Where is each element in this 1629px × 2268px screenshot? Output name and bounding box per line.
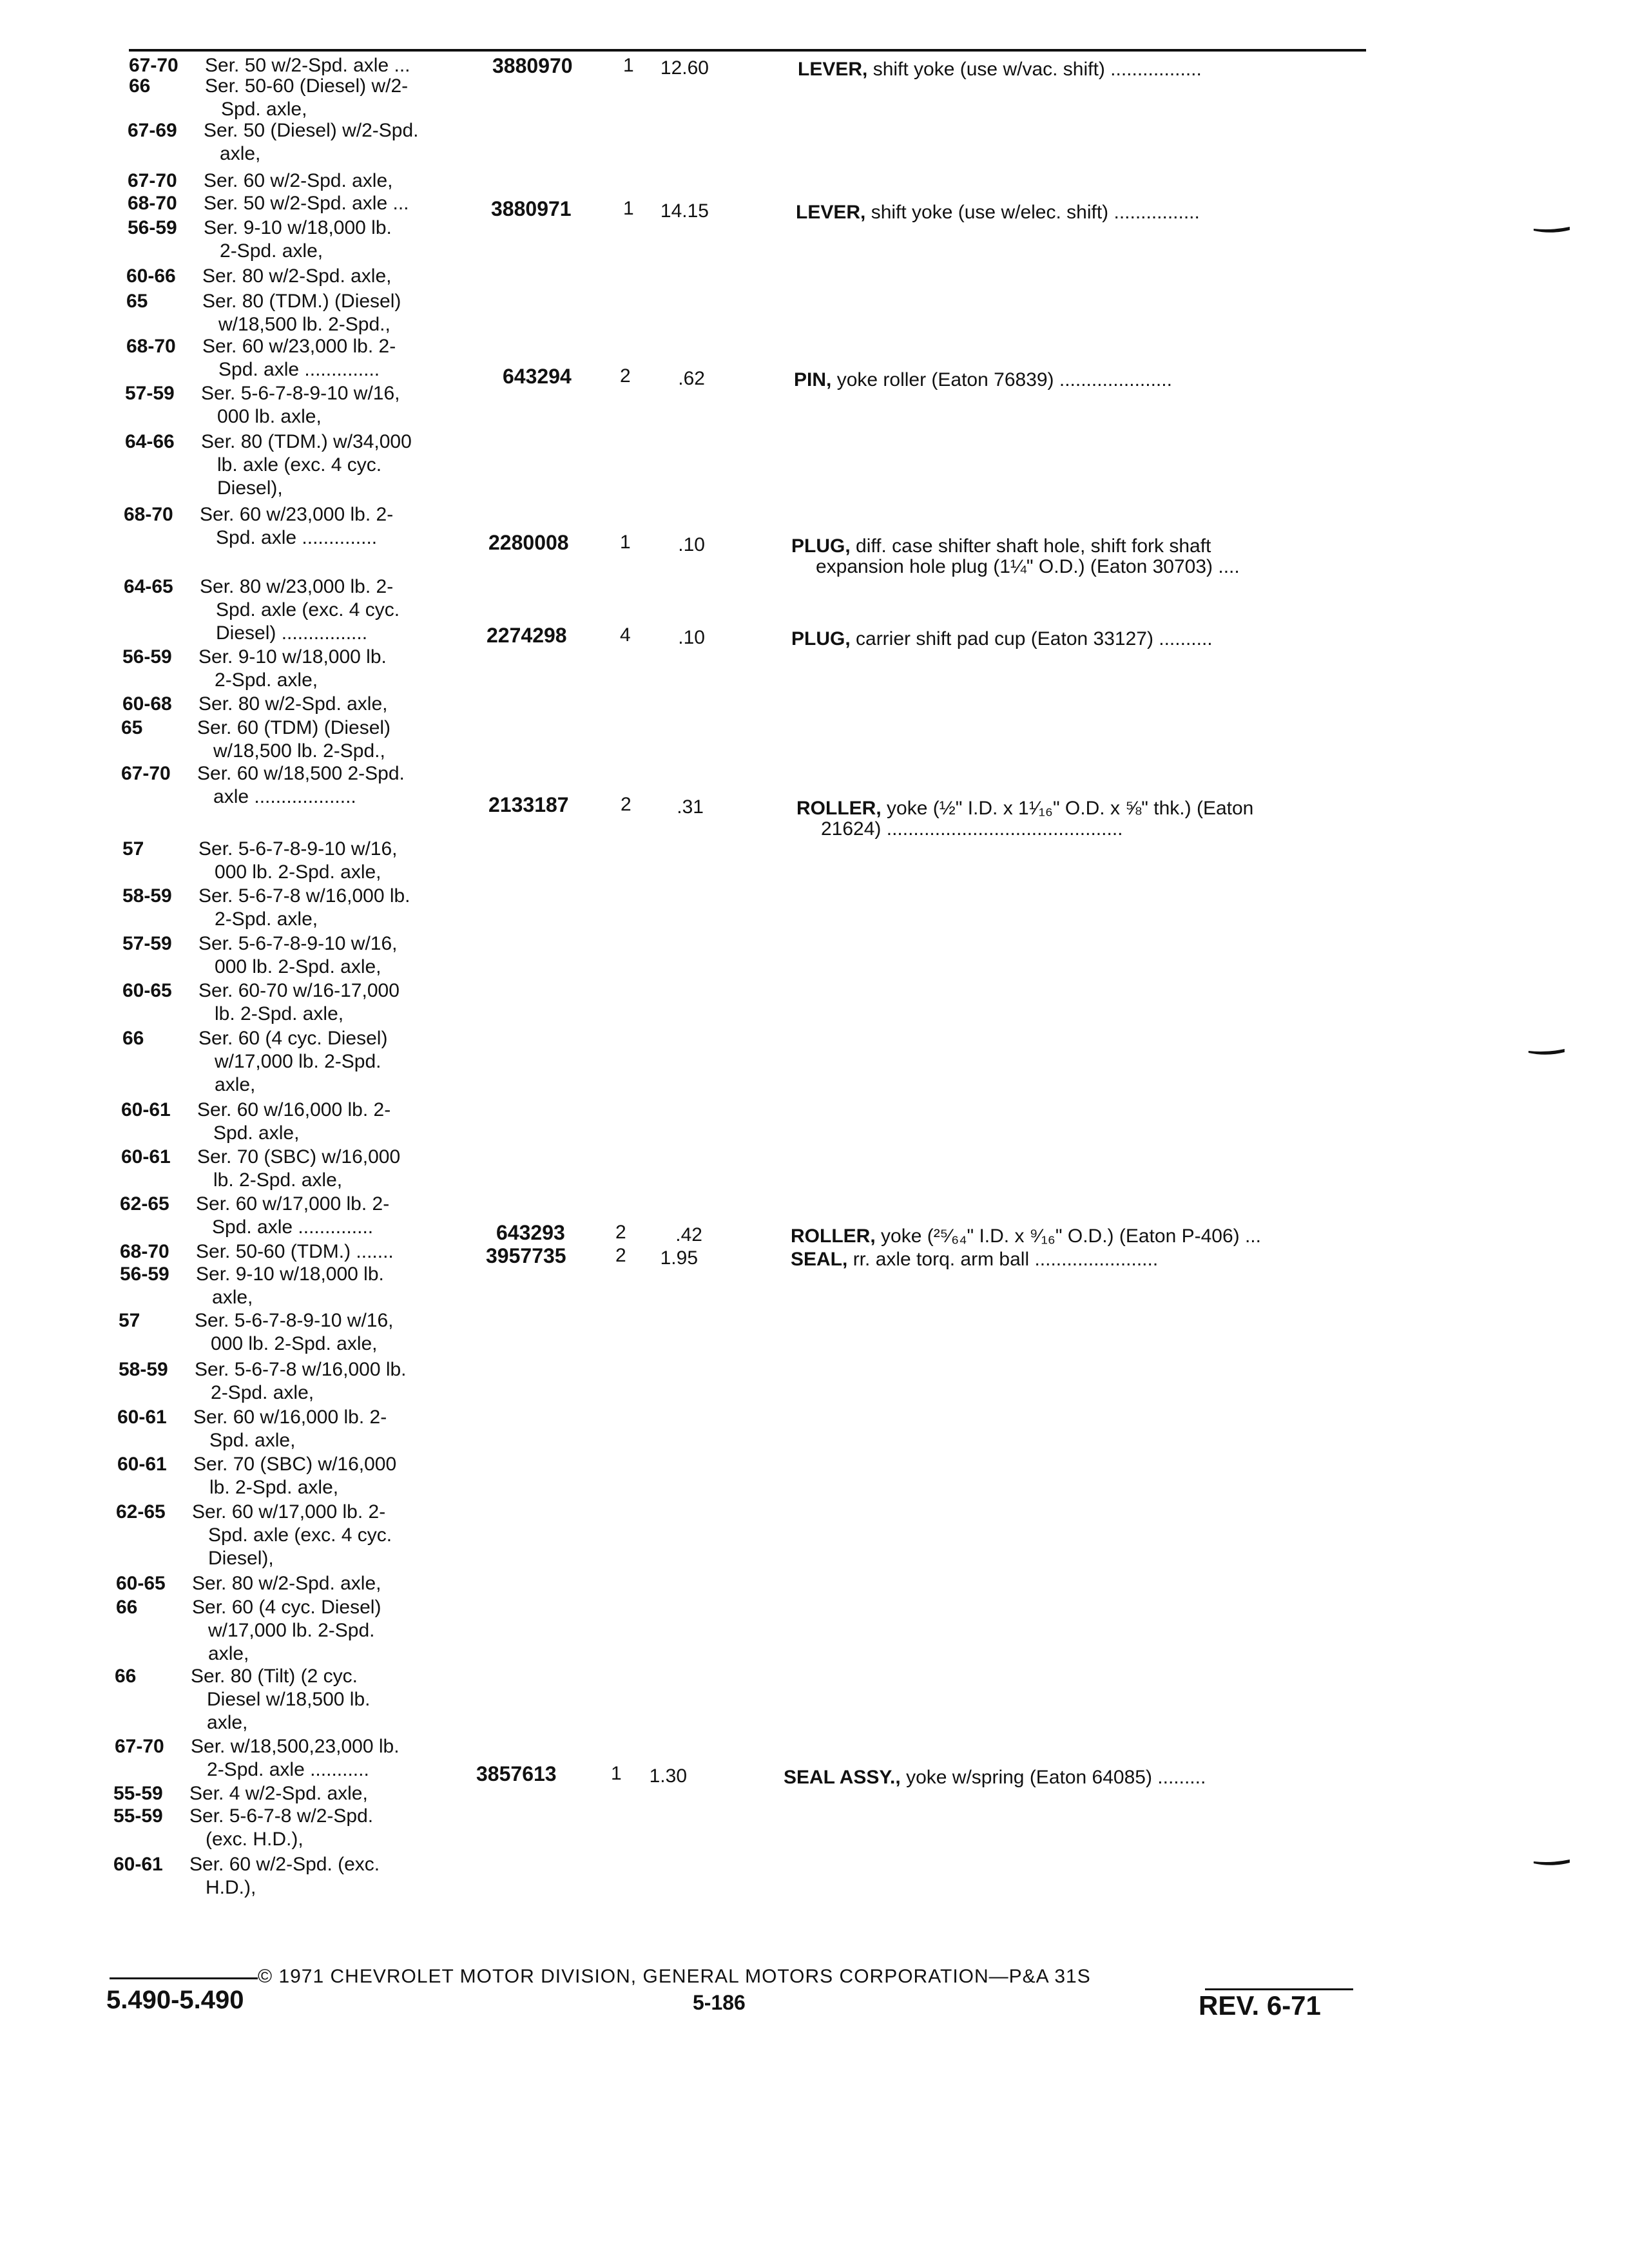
- application-year: 60-61: [121, 1099, 171, 1120]
- application-year: 68-70: [128, 193, 177, 214]
- application-year: 60-66: [126, 265, 176, 287]
- application-year: 67-70: [129, 55, 178, 76]
- part-description: [796, 201, 1200, 224]
- part-detail: rr. axle torq. arm ball .......................: [847, 1249, 1159, 1270]
- part-detail: yoke roller (Eaton 76839) .....................: [831, 369, 1172, 390]
- application-text: Spd. axle,: [193, 1430, 296, 1451]
- application-text: w/17,000 lb. 2-Spd.: [198, 1051, 381, 1072]
- punch-mark-1: [1534, 227, 1570, 235]
- application-text: Ser. 50 (Diesel) w/2-Spd.: [204, 120, 419, 141]
- application-text: Diesel),: [201, 477, 283, 499]
- application-text: w/18,500 lb. 2-Spd.,: [197, 740, 385, 762]
- application-year: 60-61: [121, 1146, 171, 1168]
- part-description-continued: 21624) ............................................: [821, 818, 1123, 840]
- part-name: PLUG,: [791, 628, 851, 649]
- application-text: w/18,500 lb. 2-Spd.,: [202, 314, 390, 335]
- part-detail: shift yoke (use w/vac. shift) .................: [867, 59, 1202, 80]
- list-price: 14.15: [660, 200, 709, 222]
- part-description-continued: expansion hole plug (1¼" O.D.) (Eaton 30703) ....: [816, 556, 1240, 577]
- part-detail: yoke (½" I.D. x 1¹⁄₁₆" O.D. x ⅝" thk.) (Eaton: [881, 798, 1254, 819]
- application-year: 65: [126, 291, 148, 312]
- application-year: 60-61: [117, 1454, 167, 1475]
- part-detail: diff. case shifter shaft hole, shift fork shaft: [850, 535, 1211, 557]
- application-text: Ser. 60 w/2-Spd. axle,: [204, 170, 393, 191]
- quantity: 4: [620, 624, 631, 646]
- application-year: 66: [129, 75, 151, 97]
- part-detail: shift yoke (use w/elec. shift) ................: [865, 202, 1200, 223]
- application-text: 2-Spd. axle,: [204, 240, 323, 262]
- application-year: 56-59: [122, 646, 172, 668]
- part-description: [791, 1248, 1158, 1271]
- part-number: 2274298: [487, 624, 567, 647]
- list-price: 1.30: [649, 1765, 687, 1787]
- application-year: 58-59: [119, 1359, 168, 1380]
- application-text: 2-Spd. axle,: [198, 669, 318, 691]
- list-price: .10: [678, 627, 705, 648]
- application-text: axle,: [192, 1643, 249, 1664]
- footer-rule-left: [110, 1977, 258, 1979]
- application-year: 66: [116, 1597, 138, 1618]
- application-text: Ser. 70 (SBC) w/16,000: [193, 1454, 397, 1475]
- part-description: [794, 369, 1172, 392]
- application-text: Ser. 60 w/2-Spd. (exc.: [189, 1854, 380, 1875]
- part-name: ROLLER,: [796, 798, 882, 819]
- application-text: Ser. 80 (Tilt) (2 cyc.: [191, 1666, 358, 1687]
- application-year: 57-59: [122, 933, 172, 954]
- part-detail: carrier shift pad cup (Eaton 33127) ..........: [850, 628, 1213, 649]
- part-name: ROLLER,: [791, 1225, 876, 1247]
- application-text: Ser. 5-6-7-8 w/16,000 lb.: [198, 885, 410, 907]
- application-text: Ser. 9-10 w/18,000 lb.: [204, 217, 392, 238]
- list-price: .31: [677, 796, 704, 818]
- application-year: 64-66: [125, 431, 175, 452]
- application-text: Ser. 60 w/23,000 lb. 2-: [200, 504, 394, 525]
- application-text: Diesel),: [192, 1548, 274, 1569]
- application-text: Spd. axle (exc. 4 cyc.: [192, 1524, 392, 1546]
- application-year: 58-59: [122, 885, 172, 907]
- part-name: LEVER,: [798, 59, 868, 80]
- part-name: PIN,: [794, 369, 832, 390]
- part-name: SEAL ASSY.,: [784, 1767, 901, 1788]
- application-text: lb. 2-Spd. axle,: [198, 1003, 344, 1024]
- application-text: Ser. 60 w/16,000 lb. 2-: [193, 1407, 387, 1428]
- application-text: Ser. 5-6-7-8 w/2-Spd.: [189, 1805, 374, 1827]
- list-price: .10: [678, 534, 705, 555]
- application-text: Ser. 80 w/2-Spd. axle,: [198, 693, 388, 715]
- application-text: Ser. 5-6-7-8-9-10 w/16,: [198, 933, 398, 954]
- application-text: 2-Spd. axle,: [195, 1382, 314, 1403]
- application-year: 60-68: [122, 693, 172, 715]
- application-text: axle,: [204, 143, 261, 164]
- quantity: 2: [615, 1222, 626, 1243]
- quantity: 1: [620, 532, 631, 553]
- application-text: Ser. 4 w/2-Spd. axle,: [189, 1783, 368, 1804]
- application-text: axle,: [198, 1074, 256, 1095]
- application-text: 000 lb. axle,: [201, 406, 322, 427]
- application-text: Diesel w/18,500 lb.: [191, 1689, 371, 1710]
- application-year: 68-70: [120, 1241, 169, 1262]
- application-year: 56-59: [120, 1264, 169, 1285]
- application-text: lb. 2-Spd. axle,: [197, 1169, 343, 1191]
- application-year: 60-65: [122, 980, 172, 1001]
- part-name: SEAL,: [791, 1249, 848, 1270]
- application-text: Ser. 70 (SBC) w/16,000: [197, 1146, 401, 1168]
- application-year: 62-65: [116, 1501, 166, 1523]
- application-year: 66: [115, 1666, 137, 1687]
- section-number: 5.490-5.490: [106, 1986, 244, 2014]
- application-text: Ser. 60 (TDM) (Diesel): [197, 717, 391, 738]
- application-text: 000 lb. 2-Spd. axle,: [198, 861, 381, 883]
- part-description: [791, 628, 1213, 651]
- application-text: Ser. 60 (4 cyc. Diesel): [198, 1028, 388, 1049]
- application-text: Spd. axle,: [197, 1122, 300, 1144]
- quantity: 2: [620, 365, 631, 387]
- part-description: [791, 535, 1211, 558]
- application-year: 60-61: [113, 1854, 163, 1875]
- application-text: lb. axle (exc. 4 cyc.: [201, 454, 382, 476]
- application-text: Ser. 80 (TDM.) w/34,000: [201, 431, 412, 452]
- application-year: 55-59: [113, 1805, 163, 1827]
- application-text: Diesel) ................: [200, 622, 368, 644]
- application-year: 65: [121, 717, 143, 738]
- application-text: lb. 2-Spd. axle,: [193, 1477, 339, 1498]
- application-year: 57-59: [125, 383, 175, 404]
- application-text: Ser. 5-6-7-8 w/16,000 lb.: [195, 1359, 407, 1380]
- part-name: PLUG,: [791, 535, 851, 557]
- application-text: axle ...................: [197, 786, 356, 807]
- part-number: 3880970: [492, 54, 573, 77]
- application-text: Spd. axle,: [205, 99, 307, 120]
- application-text: Ser. 50 w/2-Spd. axle ...: [204, 193, 409, 214]
- application-year: 60-65: [116, 1573, 166, 1594]
- part-number: 2280008: [488, 531, 569, 554]
- application-year: 67-70: [121, 763, 171, 784]
- application-text: Spd. axle ..............: [196, 1216, 374, 1238]
- application-year: 67-70: [115, 1736, 164, 1757]
- application-text: 2-Spd. axle ...........: [191, 1759, 369, 1780]
- list-price: 12.60: [660, 57, 709, 79]
- application-year: 56-59: [128, 217, 177, 238]
- list-price: 1.95: [660, 1247, 698, 1269]
- application-year: 55-59: [113, 1783, 163, 1804]
- part-number: 3880971: [491, 197, 572, 220]
- application-year: 67-70: [128, 170, 177, 191]
- quantity: 2: [621, 794, 631, 815]
- application-year: 68-70: [126, 336, 176, 357]
- punch-mark-2: [1528, 1049, 1565, 1057]
- application-text: axle,: [191, 1712, 248, 1733]
- revision-label: REV. 6-71: [1199, 1990, 1321, 2021]
- part-number: 2133187: [488, 793, 569, 816]
- application-year: 66: [122, 1028, 144, 1049]
- application-text: Ser. 5-6-7-8-9-10 w/16,: [195, 1310, 394, 1331]
- application-text: Ser. 80 w/23,000 lb. 2-: [200, 576, 394, 597]
- quantity: 2: [615, 1245, 626, 1266]
- application-text: Ser. 60 (4 cyc. Diesel): [192, 1597, 381, 1618]
- quantity: 1: [623, 55, 634, 76]
- application-text: Ser. 5-6-7-8-9-10 w/16,: [201, 383, 400, 404]
- application-text: Ser. 60 w/16,000 lb. 2-: [197, 1099, 391, 1120]
- list-price: .42: [675, 1224, 702, 1245]
- application-text: Ser. 80 w/2-Spd. axle,: [202, 265, 392, 287]
- part-number: 3957735: [486, 1244, 566, 1267]
- application-year: 57: [122, 838, 144, 860]
- application-text: (exc. H.D.),: [189, 1829, 304, 1850]
- page-number: 5-186: [693, 1991, 746, 2014]
- application-text: Ser. 9-10 w/18,000 lb.: [198, 646, 387, 668]
- part-name: LEVER,: [796, 202, 866, 223]
- part-description: [798, 58, 1202, 81]
- application-text: Ser. 60 w/17,000 lb. 2-: [192, 1501, 386, 1523]
- application-text: 000 lb. 2-Spd. axle,: [198, 956, 381, 977]
- quantity: 1: [611, 1763, 622, 1784]
- part-detail: yoke (²⁵⁄₆₄" I.D. x ⁹⁄₁₆" O.D.) (Eaton P-406) ...: [875, 1225, 1261, 1247]
- application-text: Ser. 80 (TDM.) (Diesel): [202, 291, 401, 312]
- part-description: [791, 1225, 1261, 1248]
- application-text: Ser. 60-70 w/16-17,000: [198, 980, 400, 1001]
- copyright-line: © 1971 CHEVROLET MOTOR DIVISION, GENERAL MOTORS CORPORATION—P&A 31S: [258, 1966, 1091, 1987]
- application-year: 62-65: [120, 1193, 169, 1215]
- application-text: axle,: [196, 1287, 253, 1308]
- application-year: 60-61: [117, 1407, 167, 1428]
- application-text: Ser. 9-10 w/18,000 lb.: [196, 1264, 384, 1285]
- part-number: 643294: [503, 365, 572, 388]
- application-year: 68-70: [124, 504, 173, 525]
- application-text: w/17,000 lb. 2-Spd.: [192, 1620, 375, 1641]
- application-text: Ser. 5-6-7-8-9-10 w/16,: [198, 838, 398, 860]
- part-number: 643293: [496, 1221, 565, 1244]
- application-text: Ser. 60 w/17,000 lb. 2-: [196, 1193, 390, 1215]
- part-detail: yoke w/spring (Eaton 64085) .........: [900, 1767, 1206, 1788]
- application-text: Ser. 50-60 (TDM.) .......: [196, 1241, 394, 1262]
- application-text: Ser. 60 w/23,000 lb. 2-: [202, 336, 396, 357]
- list-price: .62: [678, 368, 705, 389]
- application-text: Spd. axle (exc. 4 cyc.: [200, 599, 400, 620]
- top-rule: [129, 49, 1366, 52]
- application-text: 000 lb. 2-Spd. axle,: [195, 1333, 378, 1354]
- application-text: Spd. axle ..............: [202, 359, 380, 380]
- part-description: [784, 1766, 1206, 1789]
- quantity: 1: [623, 198, 634, 219]
- application-year: 57: [119, 1310, 140, 1331]
- application-year: 64-65: [124, 576, 173, 597]
- part-number: 3857613: [476, 1762, 557, 1785]
- punch-mark-3: [1534, 1860, 1570, 1867]
- application-text: Ser. 60 w/18,500 2-Spd.: [197, 763, 405, 784]
- application-text: H.D.),: [189, 1877, 256, 1898]
- application-text: Ser. 50-60 (Diesel) w/2-: [205, 75, 409, 97]
- application-year: 67-69: [128, 120, 177, 141]
- application-text: Spd. axle ..............: [200, 527, 378, 548]
- application-text: Ser. w/18,500,23,000 lb.: [191, 1736, 400, 1757]
- application-text: 2-Spd. axle,: [198, 908, 318, 930]
- application-text: Ser. 50 w/2-Spd. axle ...: [205, 55, 410, 76]
- application-text: Ser. 80 w/2-Spd. axle,: [192, 1573, 381, 1594]
- part-description: [796, 797, 1253, 820]
